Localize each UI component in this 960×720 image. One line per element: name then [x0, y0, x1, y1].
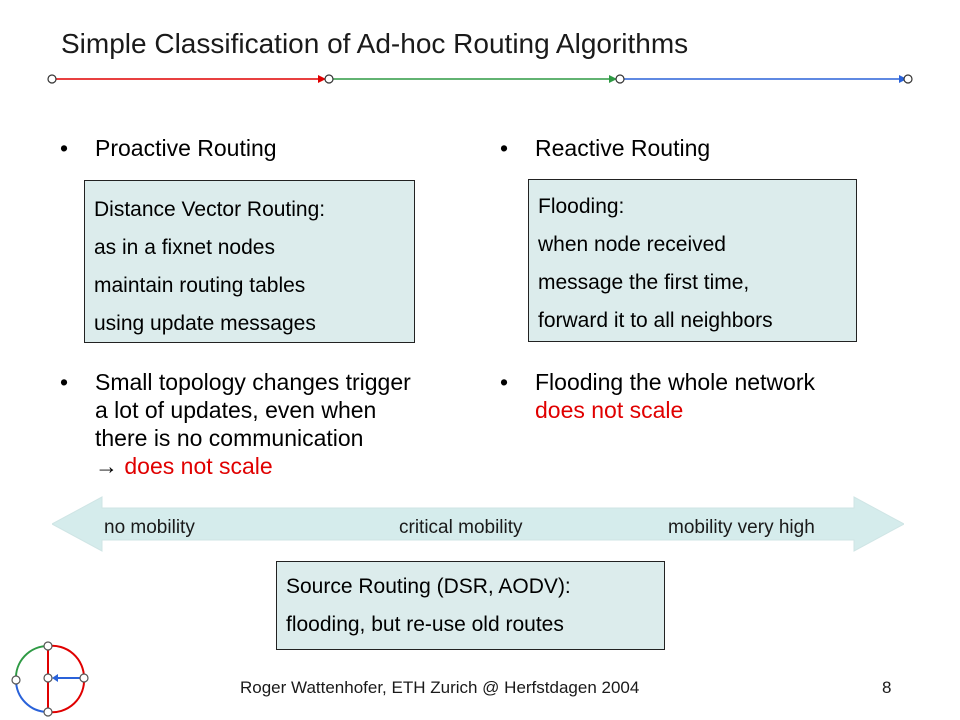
- bullet: •: [500, 369, 509, 395]
- page-number: 8: [882, 678, 892, 697]
- drawback-line: Small topology changes trigger: [95, 369, 411, 395]
- box-line: Distance Vector Routing:: [94, 198, 326, 221]
- bullet: •: [500, 135, 509, 161]
- title-underline: [40, 70, 920, 90]
- box-line: maintain routing tables: [94, 274, 306, 297]
- drawback-conclusion: [95, 452, 411, 480]
- box-line: flooding, but re-use old routes: [286, 613, 564, 636]
- high-mobility-label: mobility very high: [668, 517, 815, 538]
- source-routing-box: [276, 561, 665, 650]
- drawback-line: Flooding the whole network: [535, 369, 815, 395]
- reactive-drawback: [500, 368, 920, 428]
- box-line: using update messages: [94, 312, 316, 335]
- box-line: Flooding:: [538, 195, 625, 218]
- box-line: as in a fixnet nodes: [94, 236, 275, 259]
- does-not-scale-label: does not scale: [535, 397, 684, 423]
- bullet: •: [60, 369, 69, 395]
- arrow-icon: →: [95, 453, 118, 479]
- bullet: •: [60, 135, 69, 161]
- box-line: when node received: [538, 233, 726, 256]
- no-mobility-label: no mobility: [104, 517, 195, 538]
- footer-text: Roger Wattenhofer, ETH Zurich @ Herfstdagen 2004: [240, 678, 640, 697]
- page-title: Simple Classification of Ad-hoc Routing Algorithms: [61, 28, 689, 59]
- box-line: message the first time,: [538, 271, 750, 294]
- reactive-heading: [500, 134, 900, 164]
- box-line: forward it to all neighbors: [538, 309, 773, 332]
- box-line: Source Routing (DSR, AODV):: [286, 575, 571, 598]
- does-not-scale-label: does not scale: [124, 453, 273, 479]
- network-logo: [8, 634, 96, 720]
- proactive-heading-text: Proactive Routing: [95, 135, 277, 161]
- critical-mobility-label: critical mobility: [399, 517, 523, 538]
- proactive-drawback: [60, 368, 480, 488]
- distance-vector-box: [84, 180, 415, 343]
- drawback-line: a lot of updates, even when: [95, 397, 377, 423]
- drawback-line: there is no communication: [95, 425, 364, 451]
- reactive-heading-text: Reactive Routing: [535, 135, 711, 161]
- proactive-heading: [60, 134, 460, 164]
- flooding-box: [528, 179, 857, 342]
